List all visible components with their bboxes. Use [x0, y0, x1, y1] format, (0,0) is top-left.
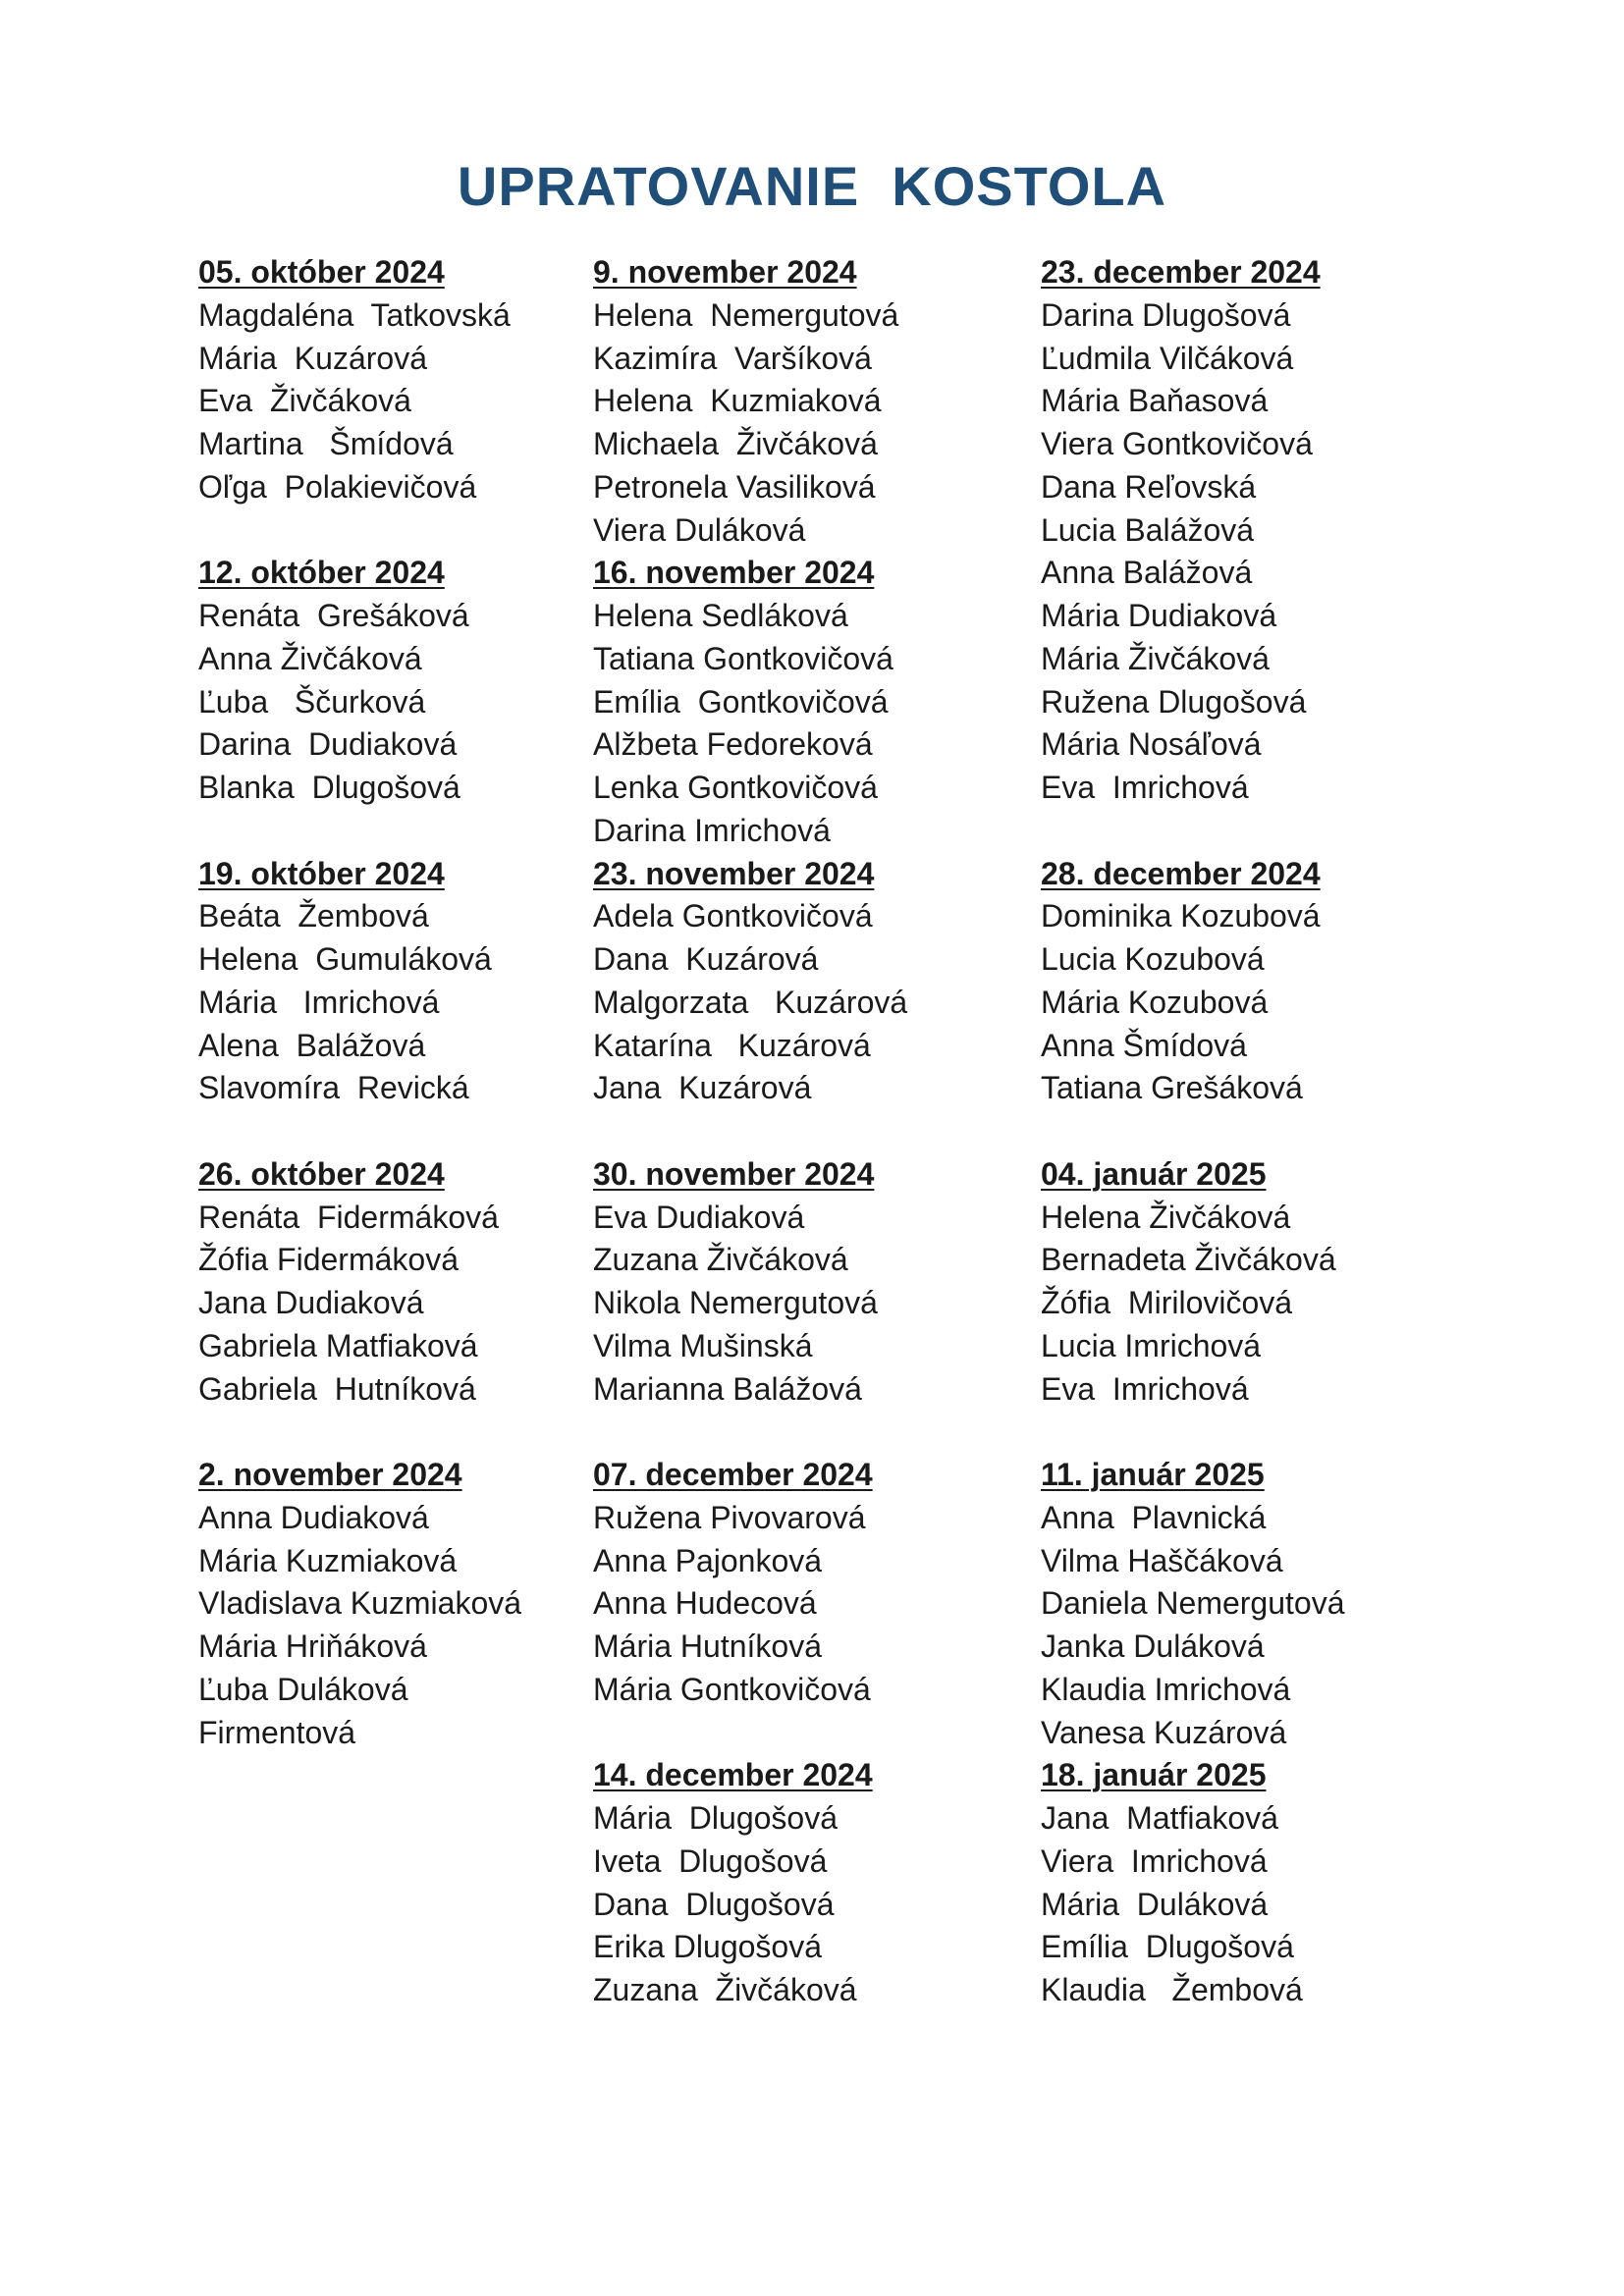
volunteer-name: Mária Imrichová: [198, 984, 440, 1020]
schedule-block: [198, 251, 630, 509]
volunteer-name: Mária Živčáková: [1041, 640, 1270, 676]
volunteer-name: Eva Živčáková: [198, 383, 411, 419]
schedule-date: 26. október 2024: [198, 1155, 445, 1192]
volunteer-name: Mária Hriňáková: [198, 1629, 427, 1664]
schedule-date: 05. október 2024: [198, 254, 445, 290]
schedule-block: [593, 1754, 1025, 2012]
volunteer-name: Ľudmila Vilčáková: [1041, 340, 1294, 376]
schedule-date: 28. december 2024: [1041, 855, 1321, 891]
schedule-block: [593, 853, 1025, 1111]
volunteer-name: Emília Dlugošová: [1041, 1929, 1294, 1965]
volunteer-name: Darina Imrichová: [593, 812, 831, 848]
volunteer-name: Tatiana Gontkovičová: [593, 640, 893, 676]
page-title: UPRATOVANIE KOSTOLA: [457, 155, 1167, 217]
volunteer-name: Anna Pajonková: [593, 1542, 823, 1578]
volunteer-name: Helena Nemergutová: [593, 296, 899, 333]
schedule-date: 2. november 2024: [198, 1457, 462, 1492]
schedule-date: 9. november 2024: [593, 254, 857, 290]
schedule-date: 07. december 2024: [593, 1457, 873, 1492]
volunteer-name: Helena Sedláková: [593, 598, 848, 633]
schedule-date: 23. december 2024: [1041, 254, 1321, 290]
volunteer-name: Viera Imrichová: [1041, 1842, 1268, 1879]
volunteer-name: Emília Gontkovičová: [593, 683, 889, 720]
volunteer-name: Mária Dlugošová: [593, 1800, 838, 1836]
volunteer-name: Darina Dlugošová: [1041, 296, 1291, 333]
volunteer-name: Janka Duláková: [1041, 1629, 1265, 1664]
volunteer-name: Michaela Živčáková: [593, 426, 878, 461]
schedule-block: [1041, 1153, 1473, 1412]
volunteer-name: Petronela Vasiliková: [593, 468, 876, 505]
volunteer-name: Vilma Mušinská: [593, 1327, 813, 1363]
volunteer-name: Kazimíra Varšíková: [593, 340, 872, 376]
schedule-block: [198, 1454, 630, 1754]
volunteer-name: Helena Kuzmiaková: [593, 383, 882, 419]
volunteer-name: Jana Matfiaková: [1041, 1800, 1278, 1836]
volunteer-name: Dominika Kozubová: [1041, 898, 1321, 934]
volunteer-name: Renáta Grešáková: [198, 598, 469, 633]
schedule-block: [593, 251, 1025, 552]
volunteer-name: Helena Živčáková: [1041, 1199, 1291, 1235]
volunteer-name: Anna Živčáková: [198, 640, 422, 676]
volunteer-name: Marianna Balážová: [593, 1370, 862, 1407]
volunteer-name: Tatiana Grešáková: [1041, 1070, 1303, 1106]
volunteer-name: Vilma Haščáková: [1041, 1542, 1283, 1578]
volunteer-name: Beáta Žembová: [198, 898, 429, 934]
volunteer-name: Eva Imrichová: [1041, 770, 1249, 805]
volunteer-name: Alena Balážová: [198, 1027, 426, 1063]
volunteer-name: Mária Duláková: [1041, 1886, 1269, 1922]
schedule-block: [198, 1153, 630, 1412]
volunteer-name: Bernadeta Živčáková: [1041, 1242, 1336, 1278]
volunteer-name: Mária Kozubová: [1041, 984, 1269, 1020]
schedule-date: 18. január 2025: [1041, 1757, 1267, 1793]
schedule-date: 11. január 2025: [1041, 1457, 1265, 1492]
volunteer-name: Viera Gontkovičová: [1041, 426, 1313, 461]
volunteer-name: Malgorzata Kuzárová: [593, 984, 908, 1020]
schedule-block: [1041, 1754, 1473, 2012]
volunteer-name: Žófia Fidermáková: [198, 1242, 459, 1278]
volunteer-name: Ľuba Ščurková: [198, 683, 426, 720]
volunteer-name: Mária Kuzmiaková: [198, 1542, 458, 1578]
volunteer-name: Anna Dudiaková: [198, 1499, 429, 1535]
volunteer-name: Mária Dudiaková: [1041, 598, 1277, 633]
volunteer-name: Ružena Dlugošová: [1041, 683, 1307, 720]
volunteer-name: Klaudia Žembová: [1041, 1972, 1303, 2007]
schedule-date: 14. december 2024: [593, 1757, 873, 1793]
schedule-block: [1041, 1454, 1473, 1754]
volunteer-name: Anna Hudecová: [593, 1585, 817, 1622]
volunteer-name: Žófia Mirilovičová: [1041, 1285, 1293, 1320]
volunteer-name: Daniela Nemergutová: [1041, 1585, 1345, 1622]
volunteer-name: Vladislava Kuzmiaková: [198, 1585, 522, 1622]
volunteer-name: Dana Kuzárová: [593, 941, 819, 977]
volunteer-name: Martina Šmídová: [198, 426, 454, 461]
volunteer-name: Zuzana Živčáková: [593, 1972, 857, 2007]
schedule-date: 23. november 2024: [593, 855, 875, 891]
volunteer-name: Dana Dlugošová: [593, 1886, 835, 1922]
volunteer-name: Blanka Dlugošová: [198, 770, 460, 805]
schedule-date: 12. október 2024: [198, 555, 445, 591]
volunteer-name: Anna Balážová: [1041, 555, 1253, 591]
volunteer-name: Nikola Nemergutová: [593, 1285, 878, 1320]
volunteer-name: Katarína Kuzárová: [593, 1027, 871, 1063]
schedule-date: 19. október 2024: [198, 855, 445, 891]
volunteer-name: Helena Gumuláková: [198, 941, 492, 977]
volunteer-name: Magdaléna Tatkovská: [198, 296, 511, 333]
volunteer-name: Iveta Dlugošová: [593, 1842, 828, 1879]
schedule-block: [198, 552, 630, 810]
volunteer-name: Lucia Imrichová: [1041, 1327, 1262, 1363]
volunteer-name: Ružena Pivovarová: [593, 1499, 866, 1535]
volunteer-name: Ľuba Duláková: [198, 1671, 408, 1707]
volunteer-name: Dana Reľovská: [1041, 468, 1257, 505]
schedule-block: [593, 552, 1025, 852]
volunteer-name: Adela Gontkovičová: [593, 898, 873, 934]
volunteer-name: Mária Nosáľová: [1041, 726, 1262, 763]
volunteer-name: Mária Gontkovičová: [593, 1671, 871, 1707]
volunteer-name: Lucia Kozubová: [1041, 941, 1265, 977]
schedule-block: [198, 853, 630, 1111]
volunteer-name: Eva Imrichová: [1041, 1370, 1249, 1407]
volunteer-name: Eva Dudiaková: [593, 1199, 805, 1235]
volunteer-name: Alžbeta Fedoreková: [593, 726, 873, 763]
volunteer-name: Lenka Gontkovičová: [593, 770, 878, 805]
volunteer-name: Vanesa Kuzárová: [1041, 1714, 1287, 1750]
volunteer-name: Slavomíra Revická: [198, 1070, 469, 1106]
volunteer-name: Klaudia Imrichová: [1041, 1671, 1291, 1707]
volunteer-name: Gabriela Hutníková: [198, 1370, 476, 1407]
schedule-block: [593, 1454, 1025, 1712]
volunteer-name: Zuzana Živčáková: [593, 1242, 848, 1278]
schedule-block: [1041, 251, 1473, 810]
volunteer-name: Renáta Fidermáková: [198, 1199, 499, 1235]
volunteer-name: Erika Dlugošová: [593, 1929, 822, 1965]
volunteer-name: Mária Hutníková: [593, 1629, 822, 1664]
volunteer-name: Anna Šmídová: [1041, 1027, 1247, 1063]
volunteer-name: Viera Duláková: [593, 511, 806, 548]
volunteer-name: Oľga Polakievičová: [198, 468, 477, 505]
schedule-date: 04. január 2025: [1041, 1155, 1267, 1192]
volunteer-name: Gabriela Matfiaková: [198, 1327, 478, 1363]
volunteer-name: Mária Baňasová: [1041, 383, 1269, 419]
volunteer-name: Anna Plavnická: [1041, 1499, 1267, 1535]
volunteer-name: Darina Dudiaková: [198, 726, 458, 763]
volunteer-name: Firmentová: [198, 1714, 356, 1750]
volunteer-name: Jana Kuzárová: [593, 1070, 812, 1106]
volunteer-name: Mária Kuzárová: [198, 340, 427, 376]
volunteer-name: Lucia Balážová: [1041, 511, 1255, 548]
schedule-block: [1041, 853, 1473, 1111]
volunteer-name: Jana Dudiaková: [198, 1285, 424, 1320]
schedule-date: 16. november 2024: [593, 555, 875, 591]
schedule-block: [593, 1153, 1025, 1412]
schedule-date: 30. november 2024: [593, 1155, 875, 1192]
